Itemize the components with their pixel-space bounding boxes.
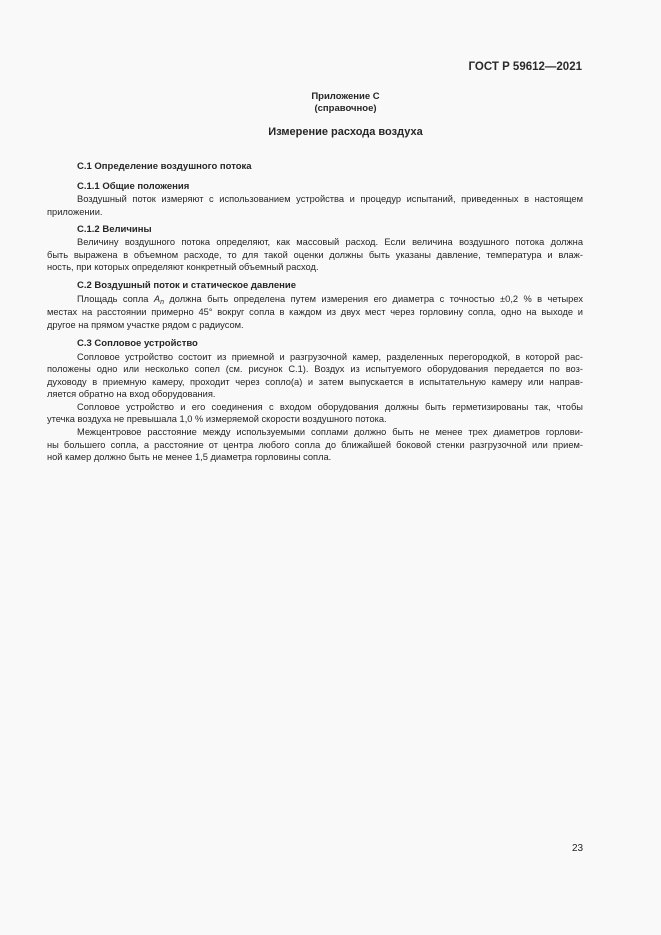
text-fragment: Площадь сопла: [77, 294, 154, 304]
section-heading-c1-2: С.1.2 Величины: [77, 224, 152, 235]
text-line: ны большего сопла, а расстояние от центра любого сопла до ближайшей боковой стенки разгрузочной или прием-: [47, 440, 583, 450]
text-line: Сопловое устройство состоит из приемной и разгрузочной камер, разделенных перегородкой, в которой рас-: [77, 352, 583, 362]
text-fragment: должна быть определена путем измерения его диаметра с точностью ±0,2 % в четырех: [163, 294, 583, 304]
text-line: Межцентровое расстояние между используемыми соплами должно быть не менее трех диаметров горлови-: [77, 427, 583, 437]
text-line: духоводу в приемную камеру, проходит через сопло(а) и затем выпускается в испытательную камеру или направ-: [47, 377, 583, 387]
text-line: Сопловое устройство и его соединения с входом оборудования должны быть герметизированы так, чтобы: [77, 402, 583, 412]
text-line: [77, 294, 583, 306]
text-line: местах на расстоянии примерно 45° вокруг сопла в каждом из двух мест через горловину сопла, одно на выходе и: [47, 307, 583, 317]
annex-type: (справочное): [314, 103, 377, 114]
text-line: утечка воздуха не превышала 1,0 % измеряемой скорости воздушного потока.: [47, 414, 387, 424]
annex-label-block: [0, 91, 661, 115]
section-heading-c3: С.3 Сопловое устройство: [77, 338, 198, 349]
nozzle-area-symbol: $A_n$: [153, 294, 164, 306]
text-line: приложении.: [47, 207, 103, 217]
annex-label: Приложение С: [311, 91, 380, 102]
page-number: 23: [572, 843, 584, 854]
section-heading-c2: С.2 Воздушный поток и статическое давление: [77, 280, 296, 291]
text-line: ность, при которых определяют конкретный объемный расход.: [47, 262, 319, 272]
text-line: быть выражена в объемном расходе, то для такой оценки должны быть указаны давление, температура и влаж-: [47, 250, 583, 260]
text-line: Величину воздушного потока определяют, как массовый расход. Если величина воздушного потока должна: [77, 237, 583, 247]
section-heading-c1-1: С.1.1 Общие положения: [77, 181, 190, 192]
text-line: Воздушный поток измеряют с использованием устройства и процедур испытаний, приведенных в настоящем: [77, 194, 583, 204]
text-line: другое на прямом участке рядом с радиусом.: [47, 320, 244, 330]
section-heading-c1: С.1 Определение воздушного потока: [77, 161, 252, 172]
text-line: ной камер должно быть не менее 1,5 диаметра горловины сопла.: [47, 452, 332, 462]
text-line: положены одно или несколько сопел (см. рисунок С.1). Воздух из испытуемого оборудования передается по воз-: [47, 364, 583, 374]
annex-title: Измерение расхода воздуха: [268, 126, 423, 138]
document-code: ГОСТ Р 59612—2021: [468, 61, 582, 73]
text-line: ляется обратно на вход оборудования.: [47, 389, 216, 399]
